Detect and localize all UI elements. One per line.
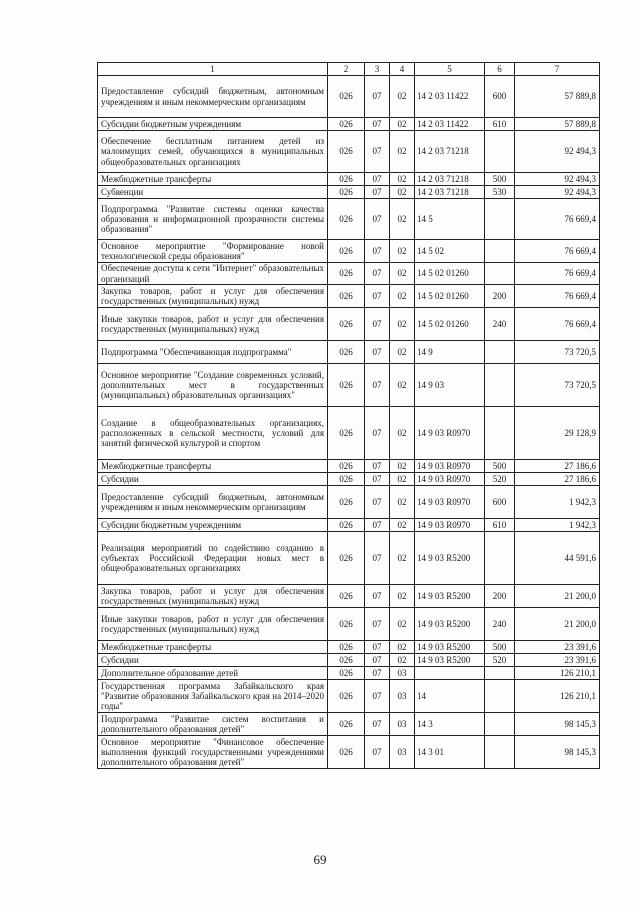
table-row [98, 667, 600, 680]
table-row [98, 460, 600, 473]
code-section: 07 [365, 736, 390, 769]
code-subsection: 02 [390, 118, 415, 131]
code-expense-type: 240 [485, 608, 515, 641]
code-expense-type [485, 736, 515, 769]
code-section: 07 [365, 608, 390, 641]
amount: 1 942,3 [515, 486, 600, 519]
code-ministry: 026 [328, 199, 365, 240]
code-expense-type: 600 [485, 76, 515, 118]
row-description: Основное мероприятие "Финансовое обеспечение выполнения функций государственными учреждениями дополнительного образования детей" [98, 736, 328, 769]
code-expense-type: 530 [485, 186, 515, 199]
row-description: Закупка товаров, работ и услуг для обеспечения государственных (муниципальных) нужд [98, 285, 328, 308]
code-expense-type: 520 [485, 473, 515, 486]
code-ministry: 026 [328, 736, 365, 769]
code-section: 07 [365, 131, 390, 173]
row-description: Межбюджетные трансферты [98, 460, 328, 473]
code-subsection: 02 [390, 532, 415, 585]
amount: 76 669,4 [515, 263, 600, 285]
code-expense-type: 500 [485, 173, 515, 186]
amount: 21 200,0 [515, 585, 600, 608]
table-row [98, 608, 600, 641]
header-cell: 7 [515, 63, 600, 76]
code-ministry: 026 [328, 667, 365, 680]
code-section: 07 [365, 654, 390, 667]
page-number: 69 [313, 852, 327, 867]
table-row [98, 131, 600, 173]
code-subsection: 02 [390, 585, 415, 608]
table-row [98, 308, 600, 341]
code-section: 07 [365, 308, 390, 341]
code-expense-type: 500 [485, 460, 515, 473]
code-subsection: 02 [390, 308, 415, 341]
code-ministry: 026 [328, 186, 365, 199]
amount: 98 145,3 [515, 736, 600, 769]
code-ministry: 026 [328, 608, 365, 641]
table-row [98, 186, 600, 199]
code-target-article: 14 9 03 R0970 [415, 486, 485, 519]
code-ministry: 026 [328, 680, 365, 713]
amount: 73 720,5 [515, 364, 600, 407]
code-subsection: 02 [390, 173, 415, 186]
table-row [98, 641, 600, 654]
code-ministry: 026 [328, 532, 365, 585]
code-ministry: 026 [328, 131, 365, 173]
code-target-article: 14 9 03 R0970 [415, 407, 485, 460]
code-target-article: 14 2 03 71218 [415, 173, 485, 186]
code-section: 07 [365, 407, 390, 460]
code-ministry: 026 [328, 407, 365, 460]
code-subsection: 02 [390, 654, 415, 667]
amount: 76 669,4 [515, 240, 600, 263]
code-subsection: 02 [390, 341, 415, 364]
code-ministry: 026 [328, 76, 365, 118]
amount: 76 669,4 [515, 285, 600, 308]
code-target-article: 14 [415, 680, 485, 713]
code-section: 07 [365, 680, 390, 713]
amount: 44 591,6 [515, 532, 600, 585]
code-target-article: 14 2 03 11422 [415, 118, 485, 131]
code-expense-type [485, 199, 515, 240]
code-ministry: 026 [328, 486, 365, 519]
row-description: Межбюджетные трансферты [98, 641, 328, 654]
code-ministry: 026 [328, 173, 365, 186]
code-subsection: 02 [390, 199, 415, 240]
code-section: 07 [365, 263, 390, 285]
code-ministry: 026 [328, 263, 365, 285]
header-cell: 1 [98, 63, 328, 76]
amount: 27 186,6 [515, 460, 600, 473]
code-ministry: 026 [328, 641, 365, 654]
code-target-article: 14 3 01 [415, 736, 485, 769]
code-subsection: 03 [390, 713, 415, 736]
code-ministry: 026 [328, 240, 365, 263]
code-expense-type: 600 [485, 486, 515, 519]
code-expense-type: 610 [485, 118, 515, 131]
code-section: 07 [365, 364, 390, 407]
table-row [98, 118, 600, 131]
code-section: 07 [365, 118, 390, 131]
code-target-article: 14 2 03 11422 [415, 76, 485, 118]
row-description: Субсидии бюджетным учреждениям [98, 519, 328, 532]
amount: 98 145,3 [515, 713, 600, 736]
code-target-article: 14 9 03 R0970 [415, 473, 485, 486]
code-target-article: 14 9 03 R0970 [415, 460, 485, 473]
code-target-article: 14 2 03 71218 [415, 186, 485, 199]
amount: 29 128,9 [515, 407, 600, 460]
code-target-article: 14 9 [415, 341, 485, 364]
amount: 73 720,5 [515, 341, 600, 364]
amount: 57 889,8 [515, 76, 600, 118]
code-target-article [415, 667, 485, 680]
code-expense-type: 200 [485, 585, 515, 608]
row-description: Субсидии бюджетным учреждениям [98, 118, 328, 131]
row-description: Подпрограмма "Развитие системы оценки качества образования и информационной прозрачности системы образования" [98, 199, 328, 240]
code-target-article: 14 9 03 R5200 [415, 641, 485, 654]
code-subsection: 02 [390, 407, 415, 460]
code-expense-type [485, 713, 515, 736]
header-cell: 4 [390, 63, 415, 76]
amount: 21 200,0 [515, 608, 600, 641]
code-ministry: 026 [328, 308, 365, 341]
code-ministry: 026 [328, 341, 365, 364]
header-cell: 6 [485, 63, 515, 76]
code-target-article: 14 9 03 R5200 [415, 585, 485, 608]
code-subsection: 03 [390, 667, 415, 680]
code-expense-type [485, 263, 515, 285]
amount: 126 210,1 [515, 667, 600, 680]
row-description: Иные закупки товаров, работ и услуг для обеспечения государственных (муниципальных) нужд [98, 308, 328, 341]
amount: 92 494,3 [515, 173, 600, 186]
row-description: Создание в общеобразовательных организациях, расположенных в сельской местности, условий для занятий физической культурой и спортом [98, 407, 328, 460]
code-section: 07 [365, 240, 390, 263]
code-target-article: 14 5 02 01260 [415, 308, 485, 341]
code-target-article: 14 3 [415, 713, 485, 736]
code-subsection: 02 [390, 186, 415, 199]
amount: 57 889,8 [515, 118, 600, 131]
code-target-article: 14 9 03 R0970 [415, 519, 485, 532]
table-row [98, 680, 600, 713]
table-row [98, 532, 600, 585]
code-subsection: 02 [390, 240, 415, 263]
code-subsection: 02 [390, 608, 415, 641]
row-description: Реализация мероприятий по содействию созданию в субъектах Российской Федерации новых мест в общеобразовательных организациях [98, 532, 328, 585]
code-subsection: 02 [390, 285, 415, 308]
table-row [98, 76, 600, 118]
table-row [98, 519, 600, 532]
table-row [98, 486, 600, 519]
code-subsection: 03 [390, 736, 415, 769]
row-description: Подпрограмма "Развитие систем воспитания и дополнительного образования детей" [98, 713, 328, 736]
table-row [98, 240, 600, 263]
code-target-article: 14 5 02 [415, 240, 485, 263]
code-ministry: 026 [328, 460, 365, 473]
code-section: 07 [365, 519, 390, 532]
code-section: 07 [365, 341, 390, 364]
code-section: 07 [365, 473, 390, 486]
row-description: Закупка товаров, работ и услуг для обеспечения государственных (муниципальных) нужд [98, 585, 328, 608]
row-description: Основное мероприятие "Создание современных условий, дополнительных мест в государственных (муниципальных) образовательных организациях" [98, 364, 328, 407]
code-expense-type [485, 680, 515, 713]
code-expense-type [485, 240, 515, 263]
code-subsection: 02 [390, 76, 415, 118]
amount: 27 186,6 [515, 473, 600, 486]
code-section: 07 [365, 486, 390, 519]
code-subsection: 02 [390, 641, 415, 654]
header-cell: 2 [328, 63, 365, 76]
code-target-article: 14 9 03 [415, 364, 485, 407]
code-section: 07 [365, 186, 390, 199]
code-target-article: 14 9 03 R5200 [415, 608, 485, 641]
code-target-article: 14 5 [415, 199, 485, 240]
code-target-article: 14 9 03 R5200 [415, 654, 485, 667]
code-expense-type: 200 [485, 285, 515, 308]
table-row [98, 407, 600, 460]
header-row [98, 63, 600, 76]
code-expense-type: 520 [485, 654, 515, 667]
row-description: Предоставление субсидий бюджетным, автономным учреждениям и иным некоммерческим организациям [98, 76, 328, 118]
row-description: Обеспечение доступа к сети "Интернет" образовательных организаций [98, 263, 328, 285]
amount: 1 942,3 [515, 519, 600, 532]
code-subsection: 02 [390, 460, 415, 473]
code-ministry: 026 [328, 364, 365, 407]
row-description: Дополнительное образование детей [98, 667, 328, 680]
code-ministry: 026 [328, 519, 365, 532]
code-target-article: 14 5 02 01260 [415, 263, 485, 285]
code-section: 07 [365, 199, 390, 240]
row-description: Субвенции [98, 186, 328, 199]
table-row [98, 173, 600, 186]
table-row [98, 736, 600, 769]
code-ministry: 026 [328, 713, 365, 736]
code-ministry: 026 [328, 585, 365, 608]
code-section: 07 [365, 76, 390, 118]
code-ministry: 026 [328, 654, 365, 667]
amount: 76 669,4 [515, 199, 600, 240]
row-description: Основное мероприятие "Формирование новой технологической среды образования" [98, 240, 328, 263]
table-row [98, 585, 600, 608]
code-target-article: 14 9 03 R5200 [415, 532, 485, 585]
amount: 76 669,4 [515, 308, 600, 341]
table-row [98, 713, 600, 736]
code-section: 07 [365, 585, 390, 608]
row-description: Обеспечение бесплатным питанием детей из малоимущих семей, обучающихся в муниципальных общеобразовательных организациях [98, 131, 328, 173]
code-section: 07 [365, 713, 390, 736]
code-section: 07 [365, 641, 390, 654]
code-expense-type: 610 [485, 519, 515, 532]
amount: 23 391,6 [515, 641, 600, 654]
code-ministry: 026 [328, 473, 365, 486]
table-row [98, 263, 600, 285]
code-section: 07 [365, 285, 390, 308]
code-ministry: 026 [328, 285, 365, 308]
row-description: Субсидии [98, 654, 328, 667]
code-subsection: 02 [390, 263, 415, 285]
code-section: 07 [365, 667, 390, 680]
code-expense-type [485, 131, 515, 173]
code-expense-type [485, 532, 515, 585]
table-row [98, 341, 600, 364]
table-row [98, 285, 600, 308]
table-row [98, 473, 600, 486]
code-subsection: 02 [390, 519, 415, 532]
code-expense-type [485, 407, 515, 460]
amount: 23 391,6 [515, 654, 600, 667]
amount: 126 210,1 [515, 680, 600, 713]
code-expense-type [485, 341, 515, 364]
row-description: Межбюджетные трансферты [98, 173, 328, 186]
code-target-article: 14 2 03 71218 [415, 131, 485, 173]
header-cell: 3 [365, 63, 390, 76]
code-section: 07 [365, 532, 390, 585]
code-ministry: 026 [328, 118, 365, 131]
table-row [98, 199, 600, 240]
code-section: 07 [365, 460, 390, 473]
header-cell: 5 [415, 63, 485, 76]
code-expense-type [485, 364, 515, 407]
amount: 92 494,3 [515, 131, 600, 173]
code-target-article: 14 5 02 01260 [415, 285, 485, 308]
table-row [98, 364, 600, 407]
code-expense-type [485, 667, 515, 680]
code-expense-type: 500 [485, 641, 515, 654]
row-description: Государственная программа Забайкальского края "Развитие образования Забайкальского края на 2014–2020 годы" [98, 680, 328, 713]
amount: 92 494,3 [515, 186, 600, 199]
table-row [98, 654, 600, 667]
code-subsection: 03 [390, 680, 415, 713]
code-section: 07 [365, 173, 390, 186]
row-description: Подпрограмма "Обеспечивающая подпрограмма" [98, 341, 328, 364]
code-expense-type: 240 [485, 308, 515, 341]
code-subsection: 02 [390, 473, 415, 486]
code-subsection: 02 [390, 486, 415, 519]
row-description: Субсидии [98, 473, 328, 486]
row-description: Иные закупки товаров, работ и услуг для обеспечения государственных (муниципальных) нужд [98, 608, 328, 641]
row-description: Предоставление субсидий бюджетным, автономным учреждениям и иным некоммерческим организациям [98, 486, 328, 519]
code-subsection: 02 [390, 131, 415, 173]
budget-table [97, 62, 600, 769]
code-subsection: 02 [390, 364, 415, 407]
